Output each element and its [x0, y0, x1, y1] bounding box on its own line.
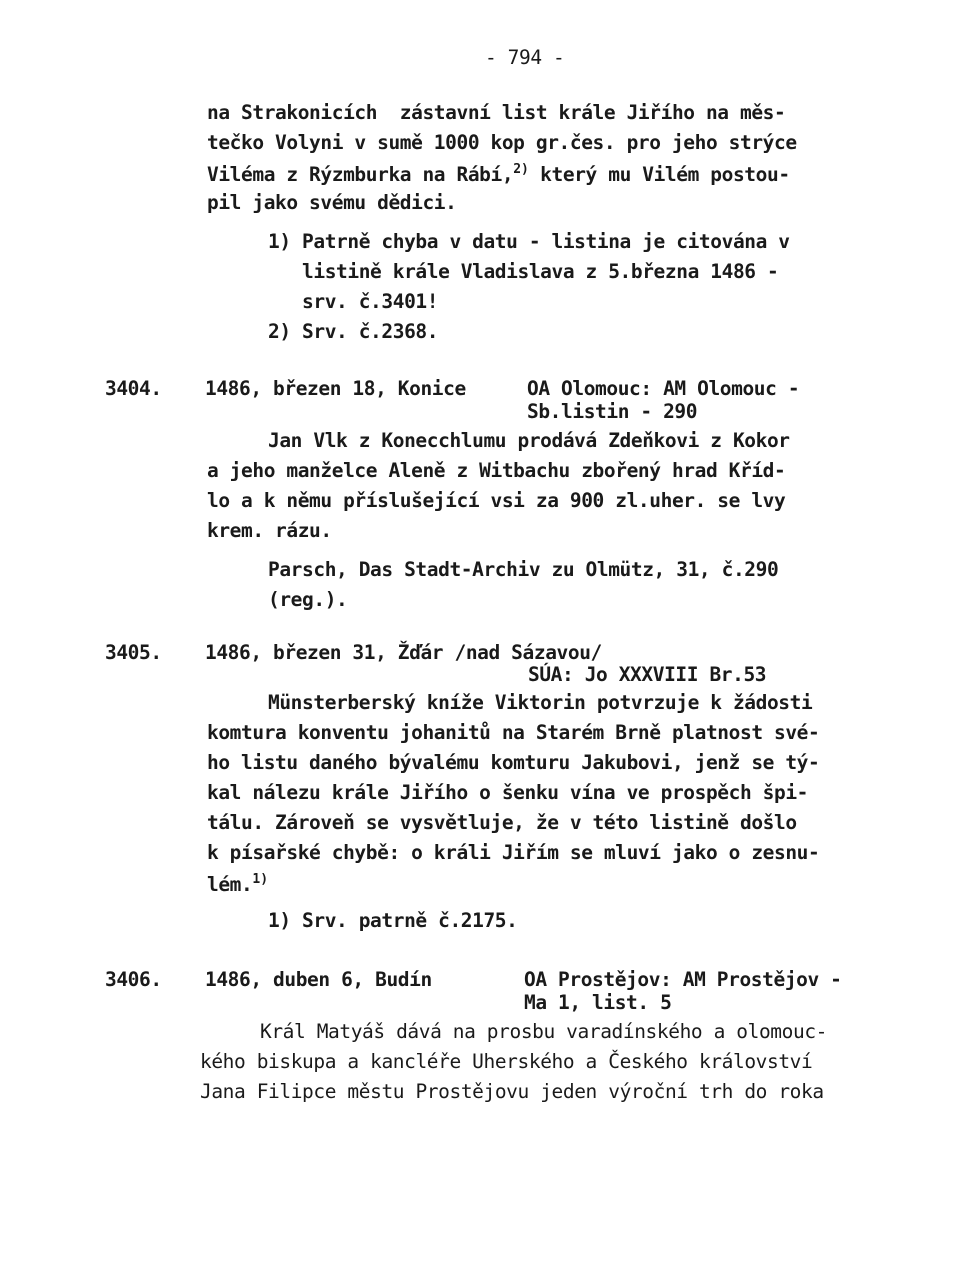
entry-source: Ma 1, list. 5 [524, 991, 672, 1014]
intro-line-3 [207, 163, 790, 185]
entry-reference: Parsch, Das Stadt-Archiv zu Olmütz, 31, č.290 [268, 558, 779, 581]
entry-body-line: krem. rázu. [207, 519, 332, 542]
page-number: - 794 - [485, 46, 565, 69]
entry-date-place: 1486, duben 6, Budín [205, 968, 432, 991]
entry-body-line: Jana Filipce městu Prostějovu jeden výroční trh do roka [200, 1080, 824, 1103]
entry-body-last: lém. [207, 873, 253, 896]
intro-line-1: na Strakonicích zástavní list krále Jiřího na měs- [207, 101, 786, 124]
entry-body-line: a jeho manželce Aleně z Witbachu zbořený hrad Kříd- [207, 459, 786, 482]
entry-date-place: 1486, březen 18, Konice [205, 377, 466, 400]
entry-body-line: Münsterberský kníže Viktorin potvrzuje k žádosti [268, 691, 813, 714]
intro-line-3-text: Viléma z Rýzmburka na Rábí, [207, 163, 514, 186]
footnote: listině krále Vladislava z 5.března 1486 - [268, 260, 779, 283]
footnote: 1) Patrně chyba v datu - listina je citována v [268, 230, 790, 253]
entry-source: OA Olomouc: AM Olomouc - [527, 377, 800, 400]
intro-line-4: pil jako svému dědici. [207, 191, 457, 214]
entry-body-line: ho listu daného bývalému komturu Jakubovi, jenž se tý- [207, 751, 820, 774]
footnote: 1) Srv. patrně č.2175. [268, 909, 518, 932]
entry-body-line [207, 873, 268, 895]
entry-date-place: 1486, březen 31, Žďár /nad Sázavou/ [205, 641, 602, 664]
entry-body-line: lo a k němu příslušející vsi za 900 zl.uher. se lvy [207, 489, 786, 512]
entry-body-line: kal nálezu krále Jiřího o šenku vína ve prospěch špi- [207, 781, 809, 804]
entry-body-line: tálu. Zároveň se vysvětluje, že v této listině došlo [207, 811, 797, 834]
entry-source: Sb.listin - 290 [527, 400, 698, 423]
entry-body-line: Král Matyáš dává na prosbu varadínského a olomouc- [260, 1020, 827, 1043]
entry-source: OA Prostějov: AM Prostějov - [524, 968, 842, 991]
footnote-marker: 2) [513, 162, 529, 177]
footnote: 2) Srv. č.2368. [268, 320, 439, 343]
intro-line-2: tečko Volyni v sumě 1000 kop gr.čes. pro jeho strýce [207, 131, 797, 154]
entry-number: 3404. [105, 377, 162, 400]
footnote-marker: 1) [252, 872, 269, 887]
intro-line-3-rest: který mu Vilém postou- [528, 163, 790, 186]
entry-source: SÚA: Jo XXXVIII Br.53 [528, 663, 767, 686]
entry-body-line: komtura konventu johanitů na Starém Brně platnost své- [207, 721, 820, 744]
entry-number: 3406. [105, 968, 162, 991]
entry-body-line: Jan Vlk z Konecchlumu prodává Zdeňkovi z Kokor [268, 429, 790, 452]
footnote: srv. č.3401! [268, 290, 439, 313]
entry-body-line: k písařské chybě: o králi Jiřím se mluví jako o zesnu- [207, 841, 820, 864]
entry-body-line: kého biskupa a kancléře Uherského a Českého království [200, 1050, 813, 1073]
entry-reference: (reg.). [268, 588, 348, 611]
entry-number: 3405. [105, 641, 162, 664]
